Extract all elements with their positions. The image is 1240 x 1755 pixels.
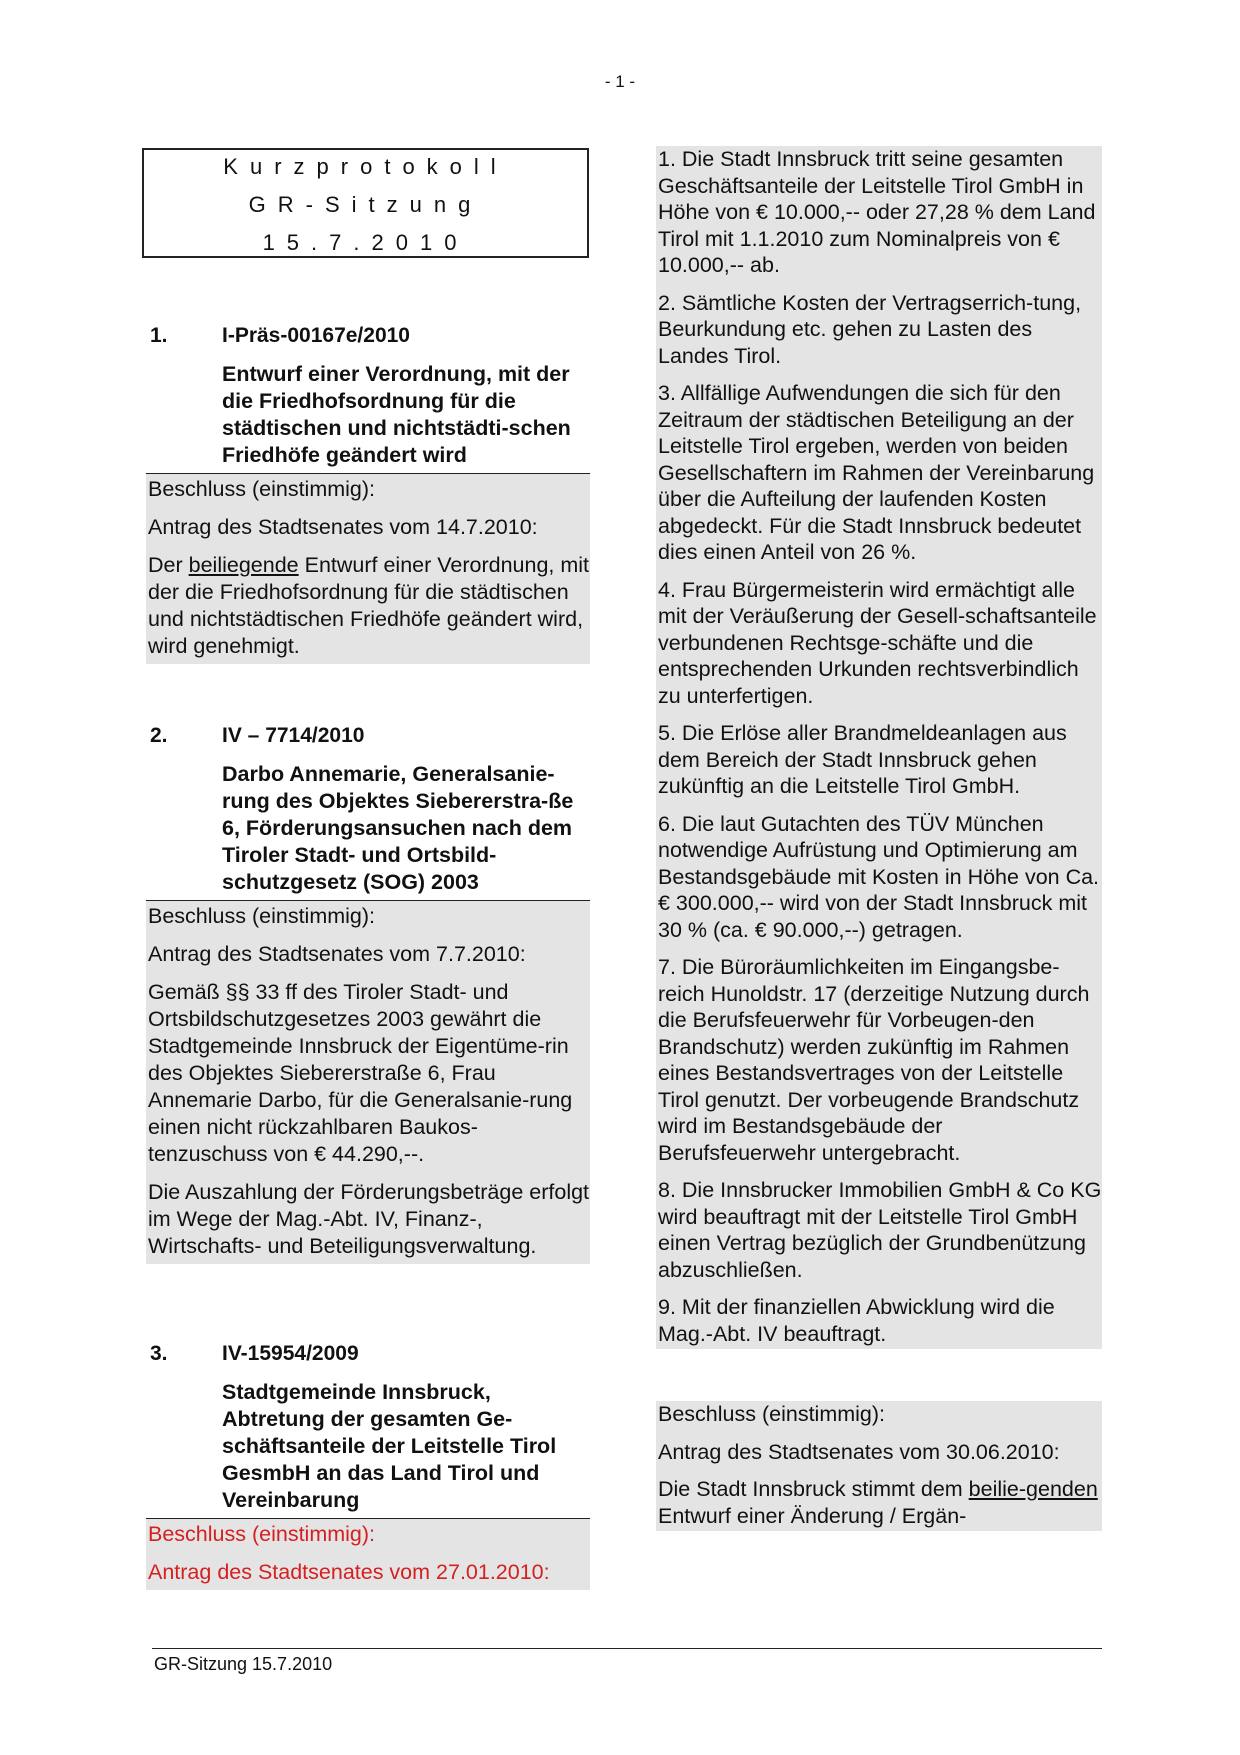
footer: GR-Sitzung 15.7.2010 [154,1654,333,1674]
resolution-text [658,1476,1102,1529]
header-session: GR-Sitzung [248,192,483,217]
right-column [656,146,1102,1531]
agenda-item-1 [146,322,590,664]
text-part: Entwurf einer Verordnung, mit der die Friedhofsordnung für die städtischen und nichtstädtischen Friedhöfe geändert wird, wird genehmigt. [148,553,590,658]
item-number: 2. [150,724,168,747]
underlined-word: beilie-genden [968,1477,1098,1501]
beschluss-label: Beschluss (einstimmig): [148,904,375,928]
beschluss-label: Beschluss (einstimmig): [658,1402,885,1426]
spacer [656,1349,1102,1401]
point-2: 2. Sämtliche Kosten der Vertragserrich-tung, Beurkundung etc. gehen zu Lasten des Landes Tirol. [658,290,1082,368]
resolution-text [148,552,590,660]
spacer [146,664,590,722]
point-7: 7. Die Büroräumlichkeiten im Eingangsbe-reich Hunoldstr. 17 (derzeitige Nutzung durch die Berufsfeuerwehr für Vorbeugen-den Brandschutz) werden zukünftig im Rahmen eines Bestandsvertrages von der Leitstelle Tirol genutzt. Der vorbeugende Brandschutz wird im Bestandsgebäude der Berufsfeuerwehr untergebracht. [658,955,1090,1165]
point-4: 4. Frau Bürgermeisterin wird ermächtigt alle mit der Veräußerung der Gesell-schaftsanteile verbundenen Rechtsge-schäfte und die entsprechenden Urkunden rechtsverbindlich zu unterfertigen. [658,577,1097,708]
footer-divider [152,1648,1102,1649]
underlined-word: beiliegende [188,553,299,577]
item-title: Entwurf einer Verordnung, mit der die Friedhofsordnung für die städtischen und nichtstädti-schen Friedhöfe geändert wird [222,362,571,467]
resolution-points [656,146,1102,1349]
resolution-text: Die Auszahlung der Förderungsbeträge erfolgt im Wege der Mag.-Abt. IV, Finanz-, Wirtschafts- und Beteiligungsverwaltung. [148,1180,590,1258]
beschluss-label: Beschluss (einstimmig): [148,1522,375,1546]
point-5: 5. Die Erlöse aller Brandmeldeanlagen aus dem Bereich der Stadt Innsbruck gehen zukünftig an die Leitstelle Tirol GmbH. [658,721,1067,798]
item-title: Stadtgemeinde Innsbruck, Abtretung der gesamten Ge-schäftsanteile der Leitstelle Tirol GesmbH an das Land Tirol und Vereinbarung [222,1380,557,1512]
header-title: Kurzprotokoll [223,154,508,179]
item-number: 1. [150,324,168,347]
item-code: IV-15954/2009 [222,1342,359,1365]
beschluss-label: Beschluss (einstimmig): [148,477,375,501]
text-part: Der [148,553,189,577]
second-resolution-block [656,1401,1102,1531]
spacer [146,1264,590,1340]
point-8: 8. Die Innsbrucker Immobilien GmbH & Co KG wird beauftragt mit der Leitstelle Tirol GmbH einen Vertrag bezüglich der Grundbenützung abzuschließen. [658,1178,1102,1282]
antrag-label: Antrag des Stadtsenates vom 14.7.2010: [148,515,538,539]
agenda-item-2 [146,722,590,1264]
text-part: Die Stadt Innsbruck stimmt dem [658,1477,969,1501]
point-1: 1. Die Stadt Innsbruck tritt seine gesamten Geschäftsanteile der Leitstelle Tirol GmbH in Höhe von € 10.000,-- oder 27,28 % dem Land Tirol mit 1.1.2010 zum Nominalpreis von € 10.000,-- ab. [658,147,1096,277]
item-code: IV – 7714/2010 [222,724,365,747]
resolution-block [146,474,590,664]
resolution-block [146,901,590,1264]
page-number: - 1 - [604,72,636,91]
resolution-text: Gemäß §§ 33 ff des Tiroler Stadt- und Ortsbildschutzgesetzes 2003 gewährt die Stadtgemeinde Innsbruck der Eigentüme-rin des Objektes Siebererstraße 6, Frau Annemarie Darbo, für die Generalsanie-rung einen nicht rückzahlbaren Baukos-tenzuschuss von € 44.290,--. [148,980,573,1166]
item-number: 3. [150,1342,168,1365]
point-9: 9. Mit der finanziellen Abwicklung wird die Mag.-Abt. IV beauftragt. [658,1295,1055,1346]
item-title: Darbo Annemarie, Generalsanie-rung des Objektes Siebererstra-ße 6, Förderungsansuchen nach dem Tiroler Stadt- und Ortsbild-schutzgesetz (SOG) 2003 [222,762,574,894]
left-column [146,322,590,1590]
item-heading [146,322,590,349]
antrag-label: Antrag des Stadtsenates vom 27.01.2010: [148,1560,550,1584]
item-code: I-Präs-00167e/2010 [222,324,410,347]
antrag-label: Antrag des Stadtsenates vom 7.7.2010: [148,942,526,966]
text-part: Entwurf einer Änderung / Ergän- [658,1503,967,1528]
resolution-block [146,1519,590,1590]
agenda-item-3 [146,1340,590,1590]
point-3: 3. Allfällige Aufwendungen die sich für den Zeitraum der städtischen Beteiligung an der Leitstelle Tirol ergeben, werden von beiden Gesellschaftern im Rahmen der Vereinbarung über die Aufteilung der laufenden Kosten abgedeckt. Für die Stadt Innsbruck bedeutet dies einen Anteil von 26 %. [658,381,1095,564]
antrag-label: Antrag des Stadtsenates vom 30.06.2010: [658,1439,1060,1464]
header-box [142,148,589,258]
header-date: 15.7.2010 [262,230,469,255]
item-heading [146,1340,590,1367]
item-heading [146,722,590,749]
point-6: 6. Die laut Gutachten des TÜV München notwendige Aufrüstung und Optimierung am Bestandsgebäude mit Kosten in Höhe von Ca. € 300.000,-- wird von der Stadt Innsbruck mit 30 % (ca. € 90.000,--) getragen. [658,811,1100,942]
